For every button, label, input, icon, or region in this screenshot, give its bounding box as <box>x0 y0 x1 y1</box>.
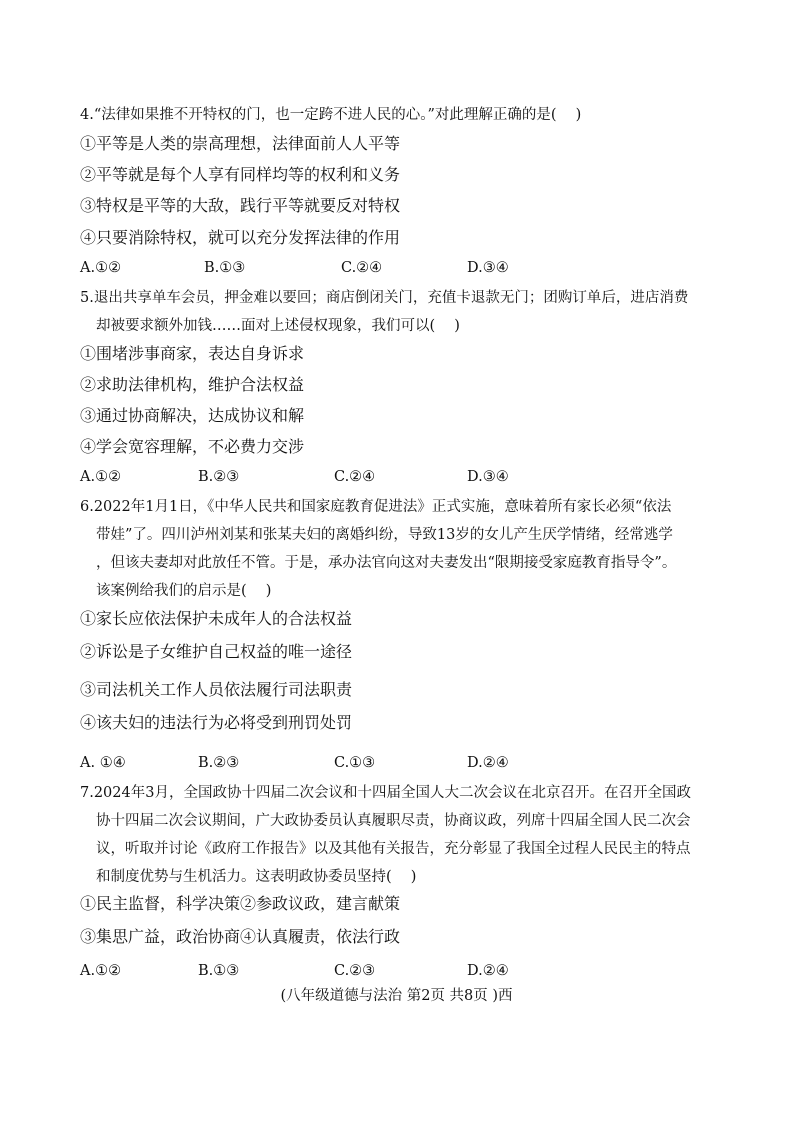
question-6-choice-a: A. ①④ <box>80 755 126 771</box>
question-4-stem <box>80 101 720 129</box>
question-5-choices <box>80 466 720 488</box>
question-5-stem <box>80 284 720 340</box>
question-6-choice-b: B.②③ <box>198 755 240 771</box>
question-7-stem-line: 协十四届二次会议期间，广大政协委员认真履职尽责，协商议政，列席十四届全国人民二次会 <box>96 813 691 829</box>
question-7-choice-d: D.②④ <box>467 963 509 979</box>
question-7-choice-a: A.①② <box>80 963 122 979</box>
question-6-stem-line: ，但该夫妻却对此放任不管。于是，承办法官向这对夫妻发出“限期接受家庭教育指导令”。 <box>96 555 677 571</box>
question-6-choices <box>80 752 720 774</box>
question-6-stem <box>80 493 720 605</box>
question-5-choice-a: A.①② <box>80 469 122 485</box>
question-6-stem-line: 该案例给我们的启示是( ) <box>96 583 272 599</box>
question-5-choice-c: C.②④ <box>334 469 376 485</box>
question-6-option-4: ④该夫妇的违法行为必将受到刑罚处罚 <box>80 713 353 732</box>
question-5-option-3: ③通过协商解决，达成协议和解 <box>80 406 305 425</box>
page-footer: (八年级道德与法治 第2页 共8页 )西 <box>280 988 513 1004</box>
question-4-option-1: ①平等是人类的崇高理想，法律面前人人平等 <box>80 134 401 153</box>
question-6-stem-line: 带娃”了。四川泸州刘某和张某夫妇的离婚纠纷，导致13岁的女儿产生厌学情绪，经常逃学 <box>96 527 673 543</box>
question-7-stem-line: 议，听取并讨论《政府工作报告》以及其他有关报告，充分彰显了我国全过程人民民主的特点 <box>96 841 691 857</box>
question-4-choice-c: C.②④ <box>341 260 383 276</box>
question-7-choice-b: B.①③ <box>198 963 240 979</box>
question-4-choice-d: D.③④ <box>467 260 509 276</box>
question-5-option-2: ②求助法律机构，维护合法权益 <box>80 375 305 394</box>
question-7-option-1: ①民主监督，科学决策②参政议政，建言献策 <box>80 894 401 913</box>
question-6-choice-d: D.②④ <box>467 755 509 771</box>
question-5-option-4: ④学会宽容理解，不必费力交涉 <box>80 437 305 456</box>
question-4-option-2: ②平等就是每个人享有同样均等的权利和义务 <box>80 165 401 184</box>
question-5-stem-line: 5.退出共享单车会员，押金难以要回；商店倒闭关门，充值卡退款无门；团购订单后，进店消费 <box>80 290 689 306</box>
question-5-option-1: ①围堵涉事商家，表达自身诉求 <box>80 344 305 363</box>
question-7-choices <box>80 960 720 982</box>
question-4-choices <box>80 257 720 279</box>
question-7-option-2: ③集思广益，政治协商④认真履责，依法行政 <box>80 927 401 946</box>
question-4-option-3: ③特权是平等的大敌，践行平等就要反对特权 <box>80 196 401 215</box>
question-7-stem-line: 和制度优势与生机活力。这表明政协委员坚持( ) <box>96 869 417 885</box>
question-4-choice-a: A.①② <box>80 260 122 276</box>
question-6-option-2: ②诉讼是子女维护自己权益的唯一途径 <box>80 642 353 661</box>
question-6-option-3: ③司法机关工作人员依法履行司法职责 <box>80 680 353 699</box>
question-6-option-1: ①家长应依法保护未成年人的合法权益 <box>80 609 353 628</box>
question-4-stem-line: 4.“法律如果推不开特权的门，也一定跨不进人民的心。”对此理解正确的是( ) <box>80 107 582 123</box>
question-6-choice-c: C.①③ <box>334 755 376 771</box>
question-5-choice-b: B.②③ <box>198 469 240 485</box>
question-6-stem-line: 6.2022年1月1日，《中华人民共和国家庭教育促进法》正式实施，意味着所有家长必须“依法 <box>80 499 672 515</box>
question-7-choice-c: C.②③ <box>334 963 376 979</box>
question-7-stem-line: 7.2024年3月，全国政协十四届二次会议和十四届全国人大二次会议在北京召开。在召开全国政 <box>80 785 691 801</box>
question-7-stem <box>80 779 720 891</box>
question-5-stem-line: 却被要求额外加钱……面对上述侵权现象，我们可以( ) <box>96 318 460 334</box>
question-4-choice-b: B.①③ <box>204 260 246 276</box>
question-5-choice-d: D.③④ <box>467 469 509 485</box>
question-4-option-4: ④只要消除特权，就可以充分发挥法律的作用 <box>80 228 401 247</box>
